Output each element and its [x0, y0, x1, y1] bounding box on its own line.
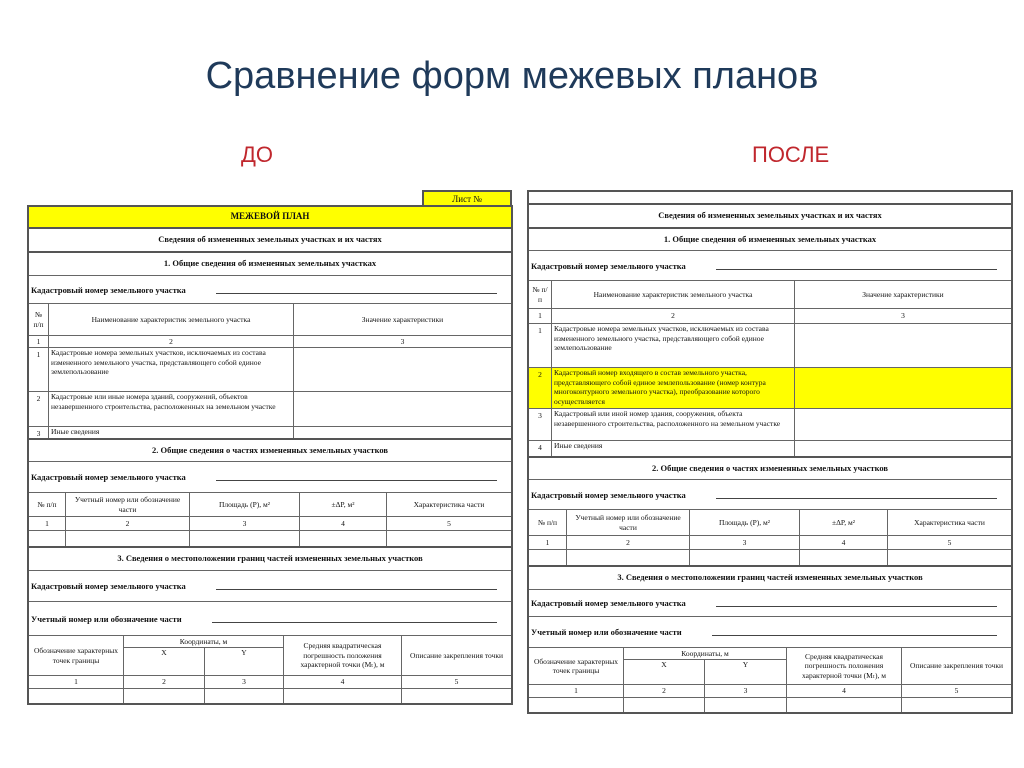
t3-empty-cell [29, 689, 124, 703]
t1-row [29, 347, 511, 391]
part-number-label: Учетный номер или обозначение части [531, 627, 682, 637]
t1-row-cell [795, 409, 1011, 440]
section2-heading: 2. Общие сведения о частях измененных земельных участков [152, 444, 388, 455]
t3-empty-cell [705, 698, 787, 712]
t3-empty-cell [787, 698, 902, 712]
cadastral-number-label: Кадастровый номер земельного участка [531, 260, 686, 271]
t2-header-row [29, 492, 511, 516]
t3-empty-cell [529, 698, 624, 712]
t3-number-cell: 1 [529, 685, 624, 697]
t2-empty-row [29, 530, 511, 546]
t2-number-cell: 4 [300, 517, 387, 530]
t2-number-cell: 5 [947, 537, 952, 547]
t2-empty-cell [66, 531, 190, 546]
subtitle-row [29, 227, 511, 251]
section1-row [29, 251, 511, 275]
t3-empty-cell [902, 698, 1011, 712]
t2-numbers-row [529, 535, 1011, 549]
t1-row-cell: 3 [29, 427, 49, 438]
cadastral-number-2-input-line[interactable] [216, 473, 497, 481]
cadastral-number-field [529, 251, 1011, 280]
t3-coords-sub [124, 648, 283, 675]
t3-header-row [529, 647, 1011, 684]
after-form [527, 190, 1013, 714]
t2-number-cell: 3 [190, 517, 300, 530]
t1-numbers-row [529, 308, 1011, 323]
t3-empty-cell [284, 689, 402, 703]
t1-row-cell [294, 427, 511, 438]
cadastral-number-input-line[interactable] [716, 262, 997, 270]
t2-header-cell: Характеристика части [413, 499, 485, 509]
t1-row-cell [795, 324, 1011, 367]
form-title: МЕЖЕВОЙ ПЛАН [29, 207, 511, 227]
t1-header-row [529, 280, 1011, 308]
t1-row [529, 408, 1011, 440]
cadastral-number-input-line[interactable] [216, 286, 497, 294]
after-label: ПОСЛЕ [752, 142, 830, 167]
t3-number-cell: 3 [705, 685, 787, 697]
t2-header-cell: Характеристика части [914, 517, 985, 527]
t1-header-cell: № п/п [29, 304, 49, 335]
cadastral-number-label: Кадастровый номер земельного участка [31, 284, 186, 295]
t2-numbers-row [29, 516, 511, 530]
t1-header-cell: Значение характеристики [862, 289, 944, 299]
t3-empty-cell [205, 689, 284, 703]
t3-y-label: Y [241, 648, 247, 657]
section2-heading: 2. Общие сведения о частях измененных земельных участков [652, 462, 888, 473]
t2-empty-cell [888, 550, 1011, 565]
cadastral-number-2-input-line[interactable] [716, 491, 997, 499]
t1-row-cell: 1 [29, 348, 49, 391]
cadastral-number-3 [29, 570, 511, 601]
t2-header-cell: № п/п [529, 510, 567, 535]
t1-row-cell: Иные сведения [552, 441, 795, 456]
t1-row [529, 367, 1011, 408]
t3-x-label: X [124, 648, 205, 675]
t2-number-cell: 1 [29, 517, 66, 530]
t1-row-cell: Иные сведения [49, 427, 294, 438]
part-number [29, 601, 511, 635]
section3-heading: 3. Сведения о местоположении границ частей измененных земельных участков [617, 572, 923, 583]
t2-header-cell: ±ΔP, м² [300, 493, 387, 516]
cadastral-number-3-input-line[interactable] [216, 582, 497, 590]
cadastral-number-2-field [529, 480, 1011, 509]
t1-row-cell [294, 348, 511, 391]
section1-heading: 1. Общие сведения об измененных земельных участках [663, 233, 877, 244]
part-number-field [529, 617, 1011, 647]
t2-empty-cell [29, 531, 66, 546]
t1-number-cell: 3 [400, 336, 405, 346]
t1-row-cell: 3 [529, 409, 552, 440]
cadastral-number-3-field [29, 571, 511, 601]
t2-empty-cell [567, 550, 690, 565]
t2-empty-row [529, 549, 1011, 565]
cadastral-number-2 [29, 461, 511, 492]
section2-row [529, 456, 1011, 479]
t2-number-cell: 2 [66, 517, 190, 530]
cadastral-number-3-input-line[interactable] [716, 599, 997, 607]
t1-row-cell: Кадастровые номера земельных участков, исключаемых из состава измененного земельного участка, представляющего собой единое землепользование [552, 324, 795, 367]
t3-number-cell: 1 [29, 676, 124, 688]
section3-row [29, 546, 511, 570]
t1-row [529, 440, 1011, 456]
t3-empty-cell [624, 698, 705, 712]
part-number-input-line[interactable] [212, 615, 497, 623]
part-number-label: Учетный номер или обозначение части [31, 613, 182, 624]
cadastral-number [29, 275, 511, 303]
form-subtitle: Сведения об измененных земельных участках и их частях [158, 234, 382, 245]
section2-row [29, 438, 511, 461]
t3-number-cell: 4 [787, 685, 902, 697]
t1-row-cell: Кадастровый или иной номер здания, сооружения, объекта незавершенного строительства, расположенного на земельном участке [552, 409, 795, 440]
t1-row-cell: Кадастровые или иные номера зданий, сооружений, объектов незавершенного строительства, расположенных на земельном участке [49, 392, 294, 426]
section1-row [529, 227, 1011, 250]
t1-number-cell: 1 [529, 309, 552, 323]
t2-empty-cell [300, 531, 387, 546]
t1-row-cell [795, 441, 1011, 456]
section3-heading: 3. Сведения о местоположении границ частей измененных земельных участков [117, 553, 423, 564]
t3-empty-cell [402, 689, 511, 703]
t3-coords-sub [624, 660, 786, 684]
section1-heading: 1. Общие сведения об измененных земельных участках [163, 258, 377, 269]
t3-header-row [29, 635, 511, 675]
sheet-number-box: Лист № [422, 190, 512, 206]
before-form [27, 205, 513, 705]
t2-header-cell: Учетный номер или обозначение части [567, 510, 690, 535]
t3-number-cell: 5 [954, 686, 959, 696]
part-number [529, 616, 1011, 647]
t1-row-cell [294, 392, 511, 426]
t1-number-cell: 1 [29, 336, 49, 347]
t2-number-cell: 5 [447, 518, 451, 528]
t1-row-cell: 4 [529, 441, 552, 456]
t2-empty-cell [190, 531, 300, 546]
t2-number-cell: 4 [800, 536, 888, 549]
t1-number-cell: 2 [552, 309, 795, 323]
t1-header-cell: Значение характеристики [361, 314, 444, 324]
t2-empty-cell [690, 550, 800, 565]
cadastral-number [529, 250, 1011, 280]
t3-coords-label: Координаты, м [124, 636, 283, 648]
cadastral-number-3 [529, 589, 1011, 616]
t2-number-cell: 2 [567, 536, 690, 549]
cadastral-number-2 [529, 479, 1011, 509]
t3-coords-label: Координаты, м [624, 648, 786, 660]
t1-row [529, 323, 1011, 367]
t3-number-cell: 2 [124, 676, 205, 688]
t3-empty-row [529, 697, 1011, 712]
cadastral-number-2-label: Кадастровый номер земельного участка [31, 472, 186, 482]
cadastral-number-2-field [29, 462, 511, 492]
t3-empty-cell [124, 689, 205, 703]
t1-row-cell [795, 368, 1011, 408]
t1-header-cell: № п/п [529, 281, 552, 308]
t1-header-cell: Наименование характеристик земельного участка [49, 304, 294, 335]
t3-header-point: Обозначение характерных точек границы [529, 648, 624, 684]
t1-header-cell: Наименование характеристик земельного участка [552, 281, 795, 308]
t3-y-label: Y [742, 660, 749, 669]
cadastral-number-3-field [529, 590, 1011, 616]
t3-numbers-row [29, 675, 511, 688]
t2-header-cell: ±ΔP, м² [800, 510, 888, 535]
t3-header-cell: Средняя квадратическая погрешность положения характерной точки (Mₜ), м [284, 636, 402, 675]
t1-row-cell: Кадастровый номер входящего в состав земельного участка, представляющего собой единое землепользование (номер контура многоконтурного земельного участка), преобразование которого осуществляется [552, 368, 795, 408]
t2-header-cell: Площадь (P), м² [190, 493, 300, 516]
blank-row [529, 190, 1011, 203]
t1-number-cell: 2 [49, 336, 294, 347]
t3-header-cell: Средняя квадратическая погрешность положения характерной точки (Mₜ), м [787, 648, 902, 684]
cadastral-number-field [29, 276, 511, 303]
section3-row [529, 565, 1011, 589]
t3-coords-header [624, 648, 787, 684]
t2-number-cell: 1 [529, 536, 567, 549]
t2-empty-cell [387, 531, 511, 546]
t2-number-cell: 3 [690, 536, 800, 549]
t2-header-cell: Площадь (P), м² [690, 510, 800, 535]
part-number-input-line[interactable] [712, 628, 997, 636]
t2-header-cell: № п/п [29, 493, 66, 516]
t3-number-cell: 2 [624, 685, 705, 697]
cadastral-number-2-label: Кадастровый номер земельного участка [531, 489, 686, 500]
t1-header-row [29, 303, 511, 335]
t3-numbers-row [529, 684, 1011, 697]
t3-empty-row [29, 688, 511, 703]
t1-row-cell: Кадастровые номера земельных участков, исключаемых из состава измененного земельного участка, представляющего собой единое землепользование [49, 348, 294, 391]
t3-number-cell: 5 [454, 677, 459, 687]
subtitle-row [529, 203, 1011, 227]
form-subtitle: Сведения об измененных земельных участках и их частях [658, 210, 882, 221]
slide-title: Сравнение форм межевых планов [205, 55, 819, 97]
t2-empty-cell [529, 550, 567, 565]
t1-row-cell: 2 [29, 392, 49, 426]
t1-number-cell: 3 [901, 311, 905, 321]
t1-row [29, 391, 511, 426]
t1-numbers-row [29, 335, 511, 347]
t3-number-cell: 4 [284, 676, 402, 688]
t2-empty-cell [800, 550, 888, 565]
form-title-row [29, 205, 511, 227]
t3-coords-header [124, 636, 284, 675]
t2-header-cell: Учетный номер или обозначение части [66, 493, 190, 516]
part-number-field [29, 602, 511, 635]
t3-x-label: X [624, 660, 705, 684]
t3-header-cell: Описание закрепления точки [409, 650, 504, 660]
t1-row [29, 426, 511, 438]
t3-number-cell: 3 [205, 676, 284, 688]
cadastral-number-3-label: Кадастровый номер земельного участка [531, 598, 686, 608]
t1-row-cell: 2 [529, 368, 552, 408]
cadastral-number-3-label: Кадастровый номер земельного участка [31, 581, 186, 591]
t1-row-cell: 1 [529, 324, 552, 367]
t3-header-point: Обозначение характерных точек границы [29, 636, 124, 675]
t3-header-cell: Описание закрепления точки [909, 661, 1004, 671]
t2-header-row [529, 509, 1011, 535]
before-label: ДО [241, 142, 274, 167]
